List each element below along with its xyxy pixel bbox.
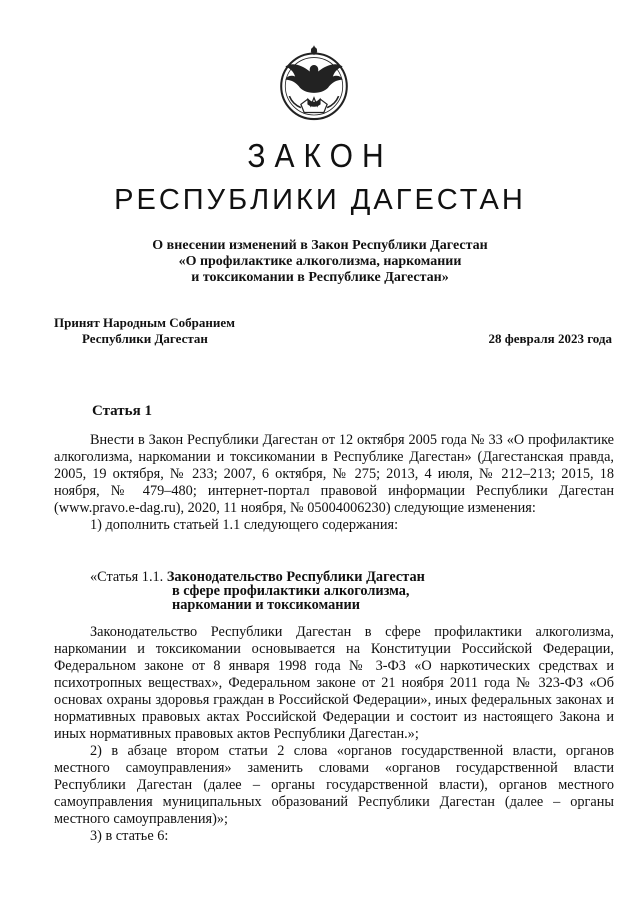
adoption-date: 28 февраля 2023 года xyxy=(488,331,612,346)
article-body-bottom xyxy=(54,624,614,845)
subarticle-title-line: в сфере профилактики алкоголизма, xyxy=(172,583,410,599)
law-title: ЗАКОН xyxy=(247,138,393,175)
subarticle-title-line: Законодательство Республики Дагестан xyxy=(166,569,425,585)
heading-line: и токсикомании в Республике Дагестан» xyxy=(191,270,449,285)
adopted-line: Республики Дагестан xyxy=(82,331,208,346)
list-item: 3) в статье 6: xyxy=(90,828,169,844)
article-title: Статья 1 xyxy=(92,403,152,419)
law-heading xyxy=(90,238,550,286)
list-item: 2) в абзаце втором статьи 2 слова «органов государственной власти, органов местного самоуправления» заменить словами «органов государственной власти Республики Дагестан (далее – органы государственной власти), органов местного самоуправления муниципальных образований Республики Дагестан (далее – органы местного самоуправления)»; xyxy=(54,743,614,827)
adopted-line: Принят Народным Собранием xyxy=(54,315,236,330)
eagle-icon xyxy=(273,42,355,124)
law-subtitle: РЕСПУБЛИКИ ДАГЕСТАН xyxy=(114,184,526,216)
subarticle-heading xyxy=(90,570,425,612)
article-body-top xyxy=(54,432,614,534)
adopted-by xyxy=(54,315,235,347)
coat-of-arms-emblem xyxy=(273,42,355,124)
list-item: 1) дополнить статьей 1.1 следующего содержания: xyxy=(90,517,399,533)
paragraph: Законодательство Республики Дагестан в сфере профилактики алкоголизма, наркомании и токсикомании основывается на Конституции Российской Федерации, Федеральном законе от 8 января 1998 года № 3-ФЗ «О наркотических средствах и психотропных веществах», Федеральном законе от 21 ноября 2011 года № 323-ФЗ «Об основах охраны здоровья граждан в Российской Федерации», иных федеральных законах и нормативных правовых актах Российской Федерации и состоит из настоящего Закона и иных нормативных правовых актов Республики Дагестан.»; xyxy=(54,624,614,742)
paragraph: Внести в Закон Республики Дагестан от 12 октября 2005 года № 33 «О профилактике алкоголизма, наркомании и токсикомании в Республике Дагестан» (Дагестанская правда, 2005, 19 октября, № 233; 2007, 6 октября, № 275; 2013, 4 июля, № 212–213; 2015, 18 ноября, № 479–480; интернет-портал правовой информации Республики Дагестан (www.pravo.e-dag.ru), 2020, 11 ноября, № 05004006230) следующие изменения: xyxy=(54,432,614,516)
subarticle-title-line: наркомании и токсикомании xyxy=(172,597,361,613)
heading-line: «О профилактике алкоголизма, наркомании xyxy=(178,254,462,269)
subarticle-prefix: «Статья 1.1. xyxy=(90,569,167,585)
heading-line: О внесении изменений в Закон Республики Дагестан xyxy=(152,238,488,253)
